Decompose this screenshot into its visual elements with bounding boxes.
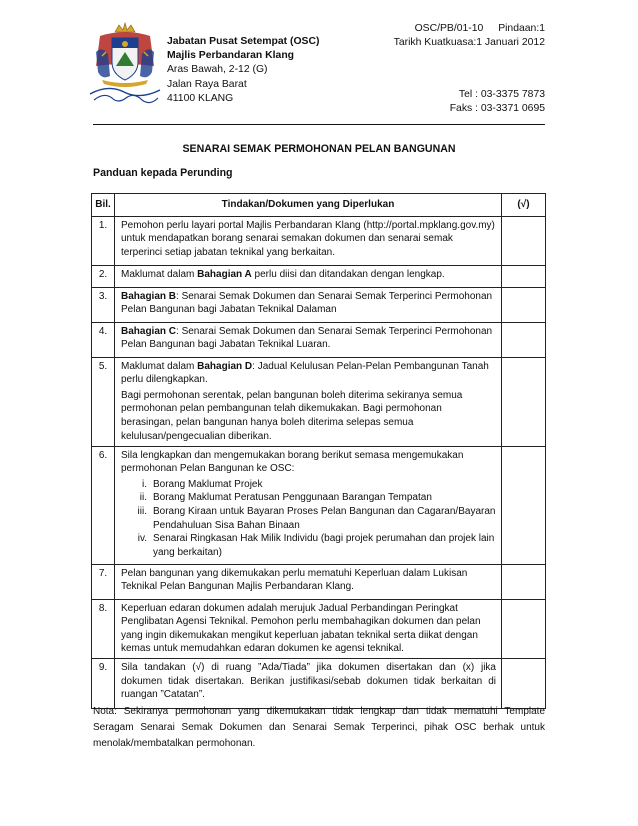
table-row bbox=[92, 265, 546, 287]
row-text-part: Maklumat dalam bbox=[121, 360, 198, 372]
check-cell[interactable] bbox=[502, 287, 546, 322]
row-text bbox=[115, 446, 502, 564]
row-text-bold: Bahagian D bbox=[197, 360, 253, 372]
organisation-address bbox=[167, 35, 319, 106]
check-cell[interactable] bbox=[502, 322, 546, 357]
row-text-part: Maklumat dalam bbox=[121, 268, 198, 280]
table-row bbox=[92, 287, 546, 322]
check-cell[interactable] bbox=[502, 446, 546, 564]
row-text-part: : Senarai Semak Dokumen dan Senarai Semak Terperinci Permohonan Pelan Bangunan bagi Jabatan Teknikal Luaran. bbox=[121, 325, 493, 351]
row-extra-text: Bagi permohonan serentak, pelan bangunan boleh diterima sekiranya semua permohonan pelan pembangunan telah dikemukakan. Bagi permohonan berasingan, pelan bangunan hanya boleh diterima selepas semua kelulusan/pengecualian diberikan. bbox=[121, 389, 463, 442]
check-cell[interactable] bbox=[502, 658, 546, 708]
table-row bbox=[92, 658, 546, 708]
row-text-part: perlu diisi dan ditandakan dengan lengkap. bbox=[251, 268, 445, 280]
council-name: Majlis Perbandaran Klang bbox=[167, 50, 295, 62]
list-item-text: Borang Kiraan untuk Bayaran Proses Pelan Bangunan dan Cagaran/Bayaran Pendahuluan Sisa Bahan Binaan bbox=[153, 505, 496, 531]
table-header-row bbox=[92, 194, 546, 217]
contact-numbers bbox=[450, 88, 545, 116]
department-name: Jabatan Pusat Setempat (OSC) bbox=[167, 36, 320, 47]
row-text: Sila tandakan (√) di ruang ”Ada/Tiada” jika dokumen disertakan dan (x) jika dokumen tidak disertakan. Berikan justifikasi/sebab dokumen tidak berkaitan di ruangan ”Catatan”. bbox=[115, 658, 502, 708]
fax: Faks : 03-3371 0695 bbox=[449, 103, 545, 115]
row-text: Keperluan edaran dokumen adalah merujuk Jadual Perbandingan Peringkat Penglibatan Agensi Teknikal. Pemohon perlu membahagikan dokumen dan pelan yang ingin dikemukakan mengikut keperluan jabatan teknikal serta diikat dengan kemas untuk memudahkan edaran dokumen ke agensi teknikal. bbox=[115, 599, 502, 658]
document-reference bbox=[394, 22, 545, 51]
row-number: 8. bbox=[92, 599, 115, 658]
reference-number: OSC/PB/01-10 bbox=[414, 23, 484, 34]
row-text-part: : Jadual Kelulusan Pelan-Pelan Pembangunan Tanah perlu dilengkapkan. bbox=[121, 360, 489, 386]
table-row bbox=[92, 322, 546, 357]
check-cell[interactable] bbox=[502, 357, 546, 446]
row-intro-text: Sila lengkapkan dan mengemukakan borang berikut semasa mengemukakan permohonan Pelan Bangunan ke OSC: bbox=[121, 449, 464, 475]
row-text bbox=[115, 322, 502, 357]
header-divider bbox=[93, 124, 545, 125]
row-text-part: : Senarai Semak Dokumen dan Senarai Semak Terperinci Permohonan Pelan Bangunan bagi Jabatan Teknikal Dalaman bbox=[121, 290, 493, 316]
row-text bbox=[115, 287, 502, 322]
row-text bbox=[115, 265, 502, 287]
list-item-text: Borang Maklumat Peratusan Penggunaan Barangan Tempatan bbox=[153, 492, 432, 504]
row-number: 4. bbox=[92, 322, 115, 357]
council-crest-logo bbox=[88, 22, 162, 110]
row-text-bold: Bahagian B bbox=[121, 290, 177, 302]
telephone: Tel : 03-3375 7873 bbox=[458, 89, 545, 100]
row-number: 2. bbox=[92, 265, 115, 287]
check-cell[interactable] bbox=[502, 599, 546, 658]
list-item bbox=[121, 505, 496, 532]
row-number: 9. bbox=[92, 658, 115, 708]
table-row bbox=[92, 599, 546, 658]
document-title: SENARAI SEMAK PERMOHONAN PELAN BANGUNAN bbox=[182, 143, 456, 155]
row-number: 6. bbox=[92, 446, 115, 564]
revision-number: Pindaan:1 bbox=[498, 23, 545, 34]
check-cell[interactable] bbox=[502, 564, 546, 599]
form-list bbox=[121, 478, 496, 560]
list-item-number: ii. bbox=[139, 492, 147, 504]
row-number: 5. bbox=[92, 357, 115, 446]
address-line-2: Jalan Raya Barat bbox=[167, 78, 247, 90]
column-header-action: Tindakan/Dokumen yang Diperlukan bbox=[115, 194, 502, 217]
address-line-3: 41100 KLANG bbox=[167, 92, 234, 104]
row-text: Pelan bangunan yang dikemukakan perlu mematuhi Keperluan dalam Lukisan Teknikal Pelan Bangunan Majlis Perbandaran Klang. bbox=[115, 564, 502, 599]
row-text-bold: Bahagian C bbox=[121, 325, 177, 337]
section-subtitle: Panduan kepada Perunding bbox=[93, 167, 233, 179]
row-text: Pemohon perlu layari portal Majlis Perbandaran Klang (http://portal.mpklang.gov.my) untuk mendapatkan borang senarai semakan dokumen dan senarai semak terperinci setiap jabatan teknikal yang berkaitan. bbox=[115, 216, 502, 265]
list-item-number: iii. bbox=[137, 505, 147, 517]
list-item-text: Senarai Ringkasan Hak Milik Individu (bagi projek perumahan dan projek lain yang berkaitan) bbox=[153, 533, 495, 558]
list-item-number: i. bbox=[142, 478, 147, 490]
checklist-table bbox=[91, 193, 546, 709]
list-item-text: Borang Maklumat Projek bbox=[153, 478, 263, 490]
effective-date: Tarikh Kuatkuasa:1 Januari 2012 bbox=[393, 37, 545, 49]
column-header-number: Bil. bbox=[92, 194, 115, 217]
address-line-1: Aras Bawah, 2-12 (G) bbox=[167, 64, 268, 76]
footnote: Nota: Sekiranya permohonan yang dikemukakan tidak lengkap dan tidak mematuhi Template Seragam Senarai Semak Dokumen dan Senarai Semak Terperinci, pihak OSC berhak untuk menolak/membatalkan permohonan. bbox=[93, 706, 545, 749]
row-text-bold: Bahagian A bbox=[197, 268, 252, 280]
check-cell[interactable] bbox=[502, 265, 546, 287]
list-item bbox=[121, 491, 496, 505]
table-row bbox=[92, 446, 546, 564]
list-item-number: iv. bbox=[137, 533, 147, 545]
row-number: 1. bbox=[92, 216, 115, 265]
row-number: 7. bbox=[92, 564, 115, 599]
table-row bbox=[92, 216, 546, 265]
check-cell[interactable] bbox=[502, 216, 546, 265]
list-item bbox=[121, 478, 496, 492]
column-header-check: (√) bbox=[502, 194, 546, 217]
table-row bbox=[92, 357, 546, 446]
list-item bbox=[121, 532, 496, 559]
row-text bbox=[115, 357, 502, 446]
table-row bbox=[92, 564, 546, 599]
row-number: 3. bbox=[92, 287, 115, 322]
